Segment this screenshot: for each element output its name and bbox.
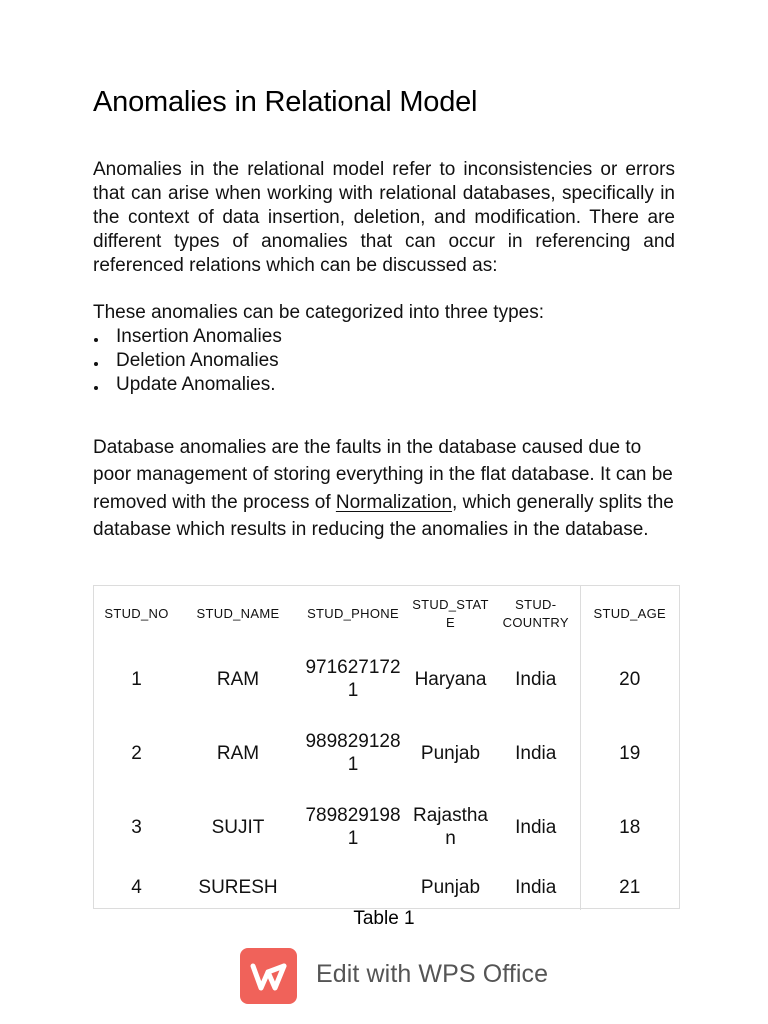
- cell-stud-no: 3: [131, 816, 142, 838]
- cell-stud-country: India: [515, 816, 557, 838]
- student-table: [93, 585, 680, 909]
- page-title: Anomalies in Relational Model: [93, 86, 478, 118]
- anomaly-types-list: [93, 325, 282, 397]
- header-stud-state: STUD_STATE: [412, 597, 489, 630]
- list-item: Insertion Anomalies: [93, 325, 282, 349]
- table-header-row: [94, 586, 679, 642]
- cell-stud-name: SURESH: [198, 876, 278, 898]
- cell-stud-age: 18: [580, 790, 679, 864]
- table-caption: Table 1: [353, 908, 415, 929]
- cell-stud-phone: [297, 864, 409, 910]
- cell-stud-country: India: [515, 668, 557, 690]
- paragraph-text: , which generally splits the database which results in reducing the anomalies in the database.: [93, 491, 674, 540]
- cell-stud-phone: 9898291281: [305, 731, 401, 775]
- header-stud-country: STUD-COUNTRY: [502, 597, 569, 630]
- cell-stud-state: Rajasthan: [413, 805, 488, 849]
- cell-stud-state: Punjab: [420, 742, 481, 764]
- cell-stud-age: 21: [580, 864, 679, 910]
- cell-stud-age: 19: [580, 716, 679, 790]
- normalization-link[interactable]: Normalization: [335, 491, 453, 513]
- cell-stud-name: RAM: [216, 742, 260, 764]
- paragraph-text: Database anomalies are the faults in the database caused due to poor management of storing everything in the flat database. It can be removed with the process of: [93, 437, 673, 513]
- table-row: [94, 864, 679, 910]
- edit-with-wps-link[interactable]: Edit with WPS Office: [316, 960, 549, 988]
- intro-lead-sentence: These anomalies can be categorized into three types:: [93, 302, 544, 323]
- cell-stud-name: SUJIT: [211, 816, 265, 838]
- list-item: Update Anomalies.: [93, 373, 282, 397]
- cell-stud-phone: 9716271721: [305, 657, 401, 701]
- wps-w-logo-icon: [240, 948, 297, 1004]
- cell-stud-name: RAM: [216, 668, 260, 690]
- cell-stud-no: 4: [131, 876, 142, 898]
- cell-stud-state: Haryana: [414, 668, 487, 690]
- cell-stud-country: India: [515, 742, 557, 764]
- cell-stud-country: India: [515, 876, 557, 898]
- list-item: Deletion Anomalies: [93, 349, 282, 373]
- header-stud-phone: STUD_PHONE: [307, 606, 399, 621]
- header-stud-age: STUD_AGE: [580, 586, 679, 642]
- cell-stud-phone: 7898291981: [305, 805, 401, 849]
- intro-paragraph: Anomalies in the relational model refer to inconsistencies or errors that can arise when working with relational databases, specifically in the context of data insertion, deletion, and modification. There are different types of anomalies that can occur in referencing and referenced relations which can be discussed as:: [93, 159, 675, 276]
- cell-stud-age: 20: [580, 642, 679, 716]
- header-stud-no: STUD_NO: [104, 606, 169, 621]
- normalization-paragraph: [93, 434, 683, 543]
- header-stud-name: STUD_NAME: [196, 606, 280, 621]
- cell-stud-no: 2: [131, 742, 142, 764]
- wps-w-logo-icon[interactable]: [240, 948, 297, 1004]
- cell-stud-state: Punjab: [420, 876, 481, 898]
- table-row: [94, 642, 679, 716]
- cell-stud-no: 1: [131, 668, 142, 690]
- table-row: [94, 716, 679, 790]
- table-row: [94, 790, 679, 864]
